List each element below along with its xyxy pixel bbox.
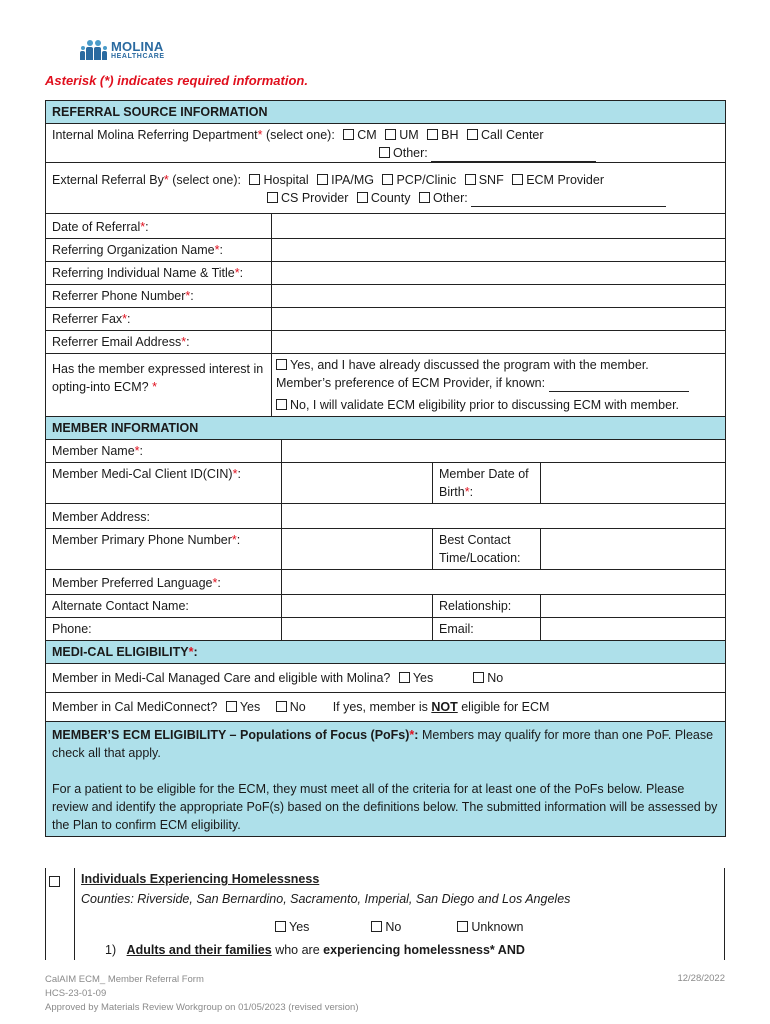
external-referral-row: External Referral By* (select one): Hospital IPA/MG PCP/Clinic SNF ECM Provider CS Provider County Other: xyxy=(46,163,726,214)
section-header-referral: REFERRAL SOURCE INFORMATION xyxy=(46,101,726,124)
referral-form xyxy=(45,100,726,837)
checkbox-county[interactable] xyxy=(357,192,368,203)
logo-subname: HEALTHCARE xyxy=(111,53,165,60)
referrer-email-label: Referrer Email Address*: xyxy=(46,331,272,354)
pof-homeless-title: Individuals Experiencing Homelessness xyxy=(81,872,320,886)
alt-phone-label: Phone: xyxy=(46,618,282,641)
footer-approval: Approved by Materials Review Workgroup on 01/05/2023 (revised version) xyxy=(45,1002,359,1013)
footer-form-code: HCS-23-01-09 xyxy=(45,988,107,999)
checkbox-managed-care-no[interactable] xyxy=(473,672,484,683)
checkbox-homeless-yes[interactable] xyxy=(275,921,286,932)
checkbox-homeless-no[interactable] xyxy=(371,921,382,932)
checkbox-homeless-unknown[interactable] xyxy=(457,921,468,932)
member-language-field[interactable] xyxy=(282,570,726,595)
checkbox-cm[interactable] xyxy=(343,129,354,140)
referrer-phone-label: Referrer Phone Number*: xyxy=(46,285,272,308)
referring-org-label: Referring Organization Name*: xyxy=(46,239,272,262)
alt-email-label: Email: xyxy=(433,618,541,641)
people-icon xyxy=(80,40,108,60)
best-contact-field[interactable] xyxy=(541,529,726,570)
checkbox-hospital[interactable] xyxy=(249,174,260,185)
checkbox-mediconnect-no[interactable] xyxy=(276,701,287,712)
checkbox-managed-care-yes[interactable] xyxy=(399,672,410,683)
external-other-field[interactable] xyxy=(471,194,666,207)
date-of-referral-field[interactable] xyxy=(272,214,726,239)
pof-instructions: For a patient to be eligible for the ECM, they must meet all of the criteria for at least one of the PoFs below. Please review and identify the appropriate PoF(s) based on the definitions below. The submitted information will be assessed by the Plan to confirm ECM eligibility. xyxy=(52,782,718,832)
section-header-pof: MEMBER’S ECM ELIGIBILITY – Populations of Focus (PoFs)*: Members may qualify for more than one PoF. Please check all that apply. For a patient to be eligible for the ECM, they must meet all of the criteria for at least one of the PoFs below. Please review and identify the appropriate PoF(s) based on the definitions below. The submitted information will be assessed by the Plan to confirm ECM eligibility. xyxy=(46,722,726,837)
member-name-label: Member Name*: xyxy=(46,440,282,463)
referring-individual-label: Referring Individual Name & Title*: xyxy=(46,262,272,285)
section-header-member: MEMBER INFORMATION xyxy=(46,417,726,440)
checkbox-um[interactable] xyxy=(385,129,396,140)
footer-form-name: CalAIM ECM_ Member Referral Form xyxy=(45,974,204,985)
checkbox-mediconnect-yes[interactable] xyxy=(226,701,237,712)
referrer-email-field[interactable] xyxy=(272,331,726,354)
checkbox-cs-provider[interactable] xyxy=(267,192,278,203)
member-address-field[interactable] xyxy=(282,504,726,529)
checkbox-bh[interactable] xyxy=(427,129,438,140)
footer xyxy=(45,973,358,1015)
relationship-field[interactable] xyxy=(541,595,726,618)
member-address-label: Member Address: xyxy=(46,504,282,529)
member-language-label: Member Preferred Language*: xyxy=(46,570,282,595)
best-contact-label: Best Contact Time/Location: xyxy=(433,529,541,570)
mediconnect-row: Member in Cal MediConnect? Yes No If yes, member is NOT eligible for ECM xyxy=(46,693,726,722)
pof-counties: Counties: Riverside, San Bernardino, Sacramento, Imperial, San Diego and Los Angeles xyxy=(81,892,571,906)
alt-email-field[interactable] xyxy=(541,618,726,641)
pof-item-1: 1) Adults and their families who are experiencing homelessness* AND xyxy=(105,943,525,957)
referrer-phone-field[interactable] xyxy=(272,285,726,308)
checkbox-pcp-clinic[interactable] xyxy=(382,174,393,185)
managed-care-row: Member in Medi-Cal Managed Care and eligible with Molina? Yes No xyxy=(46,664,726,693)
referring-org-field[interactable] xyxy=(272,239,726,262)
checkbox-interest-yes[interactable] xyxy=(276,359,287,370)
checkbox-interest-no[interactable] xyxy=(276,399,287,410)
member-cin-field[interactable] xyxy=(282,463,433,504)
internal-dept-row: Internal Molina Referring Department* (select one): CM UM BH Call Center Other: xyxy=(46,124,726,163)
section-header-medi-cal: MEDI-CAL ELIGIBILITY*: xyxy=(46,641,726,664)
alt-phone-field[interactable] xyxy=(282,618,433,641)
referring-individual-field[interactable] xyxy=(272,262,726,285)
checkbox-external-other[interactable] xyxy=(419,192,430,203)
referrer-fax-label: Referrer Fax*: xyxy=(46,308,272,331)
ecm-provider-pref-field[interactable] xyxy=(549,379,689,392)
logo-name: MOLINA xyxy=(111,39,164,54)
date-of-referral-label: Date of Referral*: xyxy=(46,214,272,239)
pof-homelessness-block xyxy=(45,868,725,960)
checkbox-ipa-mg[interactable] xyxy=(317,174,328,185)
checkbox-snf[interactable] xyxy=(465,174,476,185)
checkbox-ecm-provider[interactable] xyxy=(512,174,523,185)
required-note: Asterisk (*) indicates required information. xyxy=(45,73,308,88)
member-phone-field[interactable] xyxy=(282,529,433,570)
member-phone-label: Member Primary Phone Number*: xyxy=(46,529,282,570)
interest-answers: Yes, and I have already discussed the program with the member. Member’s preference of ECM Provider, if known: No, I will validate ECM eligibility prior to discussing ECM with member. xyxy=(272,354,726,417)
member-cin-label: Member Medi-Cal Client ID(CIN)*: xyxy=(46,463,282,504)
alt-contact-label: Alternate Contact Name: xyxy=(46,595,282,618)
referrer-fax-field[interactable] xyxy=(272,308,726,331)
interest-question: Has the member expressed interest in opting-into ECM? * xyxy=(46,354,272,417)
pof-answer-row: Yes No Unknown xyxy=(275,920,523,934)
molina-logo xyxy=(80,34,165,66)
checkbox-call-center[interactable] xyxy=(467,129,478,140)
member-dob-label: Member Date of Birth*: xyxy=(433,463,541,504)
footer-date: 12/28/2022 xyxy=(677,973,725,984)
member-name-field[interactable] xyxy=(282,440,726,463)
member-dob-field[interactable] xyxy=(541,463,726,504)
alt-contact-field[interactable] xyxy=(282,595,433,618)
checkbox-pof-homeless[interactable] xyxy=(49,876,60,887)
relationship-label: Relationship: xyxy=(433,595,541,618)
checkbox-internal-other[interactable] xyxy=(379,147,390,158)
internal-other-field[interactable] xyxy=(431,149,596,162)
